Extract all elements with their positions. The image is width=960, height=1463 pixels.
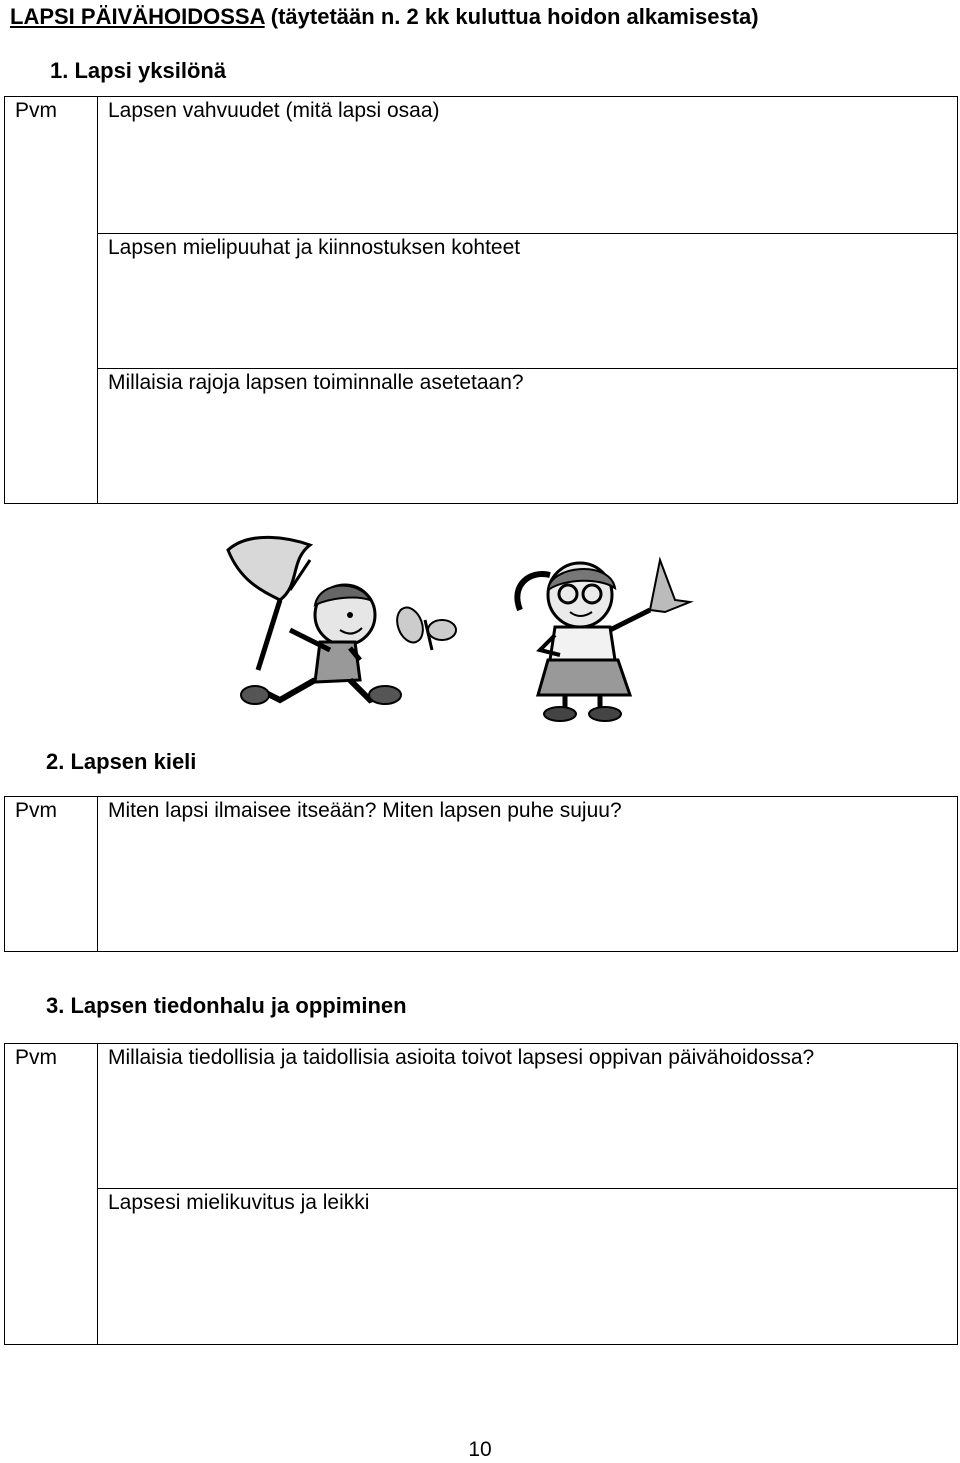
page-title bbox=[10, 4, 759, 30]
section-heading-1: 1. Lapsi yksilönä bbox=[50, 58, 227, 83]
field-imagination-play[interactable]: Lapsesi mielikuvitus ja leikki bbox=[98, 1189, 958, 1345]
section-heading-3: 3. Lapsen tiedonhalu ja oppiminen bbox=[46, 993, 407, 1018]
field-limits[interactable]: Millaisia rajoja lapsen toiminnalle asetetaan? bbox=[98, 369, 958, 504]
girl-with-glasses-icon bbox=[517, 560, 690, 721]
pvm-cell[interactable]: Pvm bbox=[5, 97, 98, 504]
pvm-cell[interactable]: Pvm bbox=[5, 797, 98, 952]
field-expression[interactable]: Miten lapsi ilmaisee itseään? Miten lapsen puhe sujuu? bbox=[98, 797, 958, 952]
page-number: 10 bbox=[468, 1438, 492, 1461]
field-learning-goals[interactable]: Millaisia tiedollisia ja taidollisia asioita toivot lapsesi oppivan päivähoidossa? bbox=[98, 1044, 958, 1189]
title-note: (täytetään n. 2 kk kuluttua hoidon alkamisesta) bbox=[264, 4, 759, 29]
field-interests[interactable]: Lapsen mielipuuhat ja kiinnostuksen kohteet bbox=[98, 234, 958, 369]
butterfly-icon bbox=[393, 604, 456, 650]
section-table-1 bbox=[4, 96, 958, 504]
section-heading-2: 2. Lapsen kieli bbox=[46, 749, 197, 774]
section-table-3 bbox=[4, 1043, 958, 1345]
boy-with-butterfly-net-icon bbox=[228, 537, 401, 704]
pvm-cell[interactable]: Pvm bbox=[5, 1044, 98, 1345]
title-main: LAPSI PÄIVÄHOIDOSSA bbox=[10, 4, 265, 29]
children-illustration bbox=[220, 530, 700, 730]
section-table-2 bbox=[4, 796, 958, 952]
field-strengths[interactable]: Lapsen vahvuudet (mitä lapsi osaa) bbox=[98, 97, 958, 234]
